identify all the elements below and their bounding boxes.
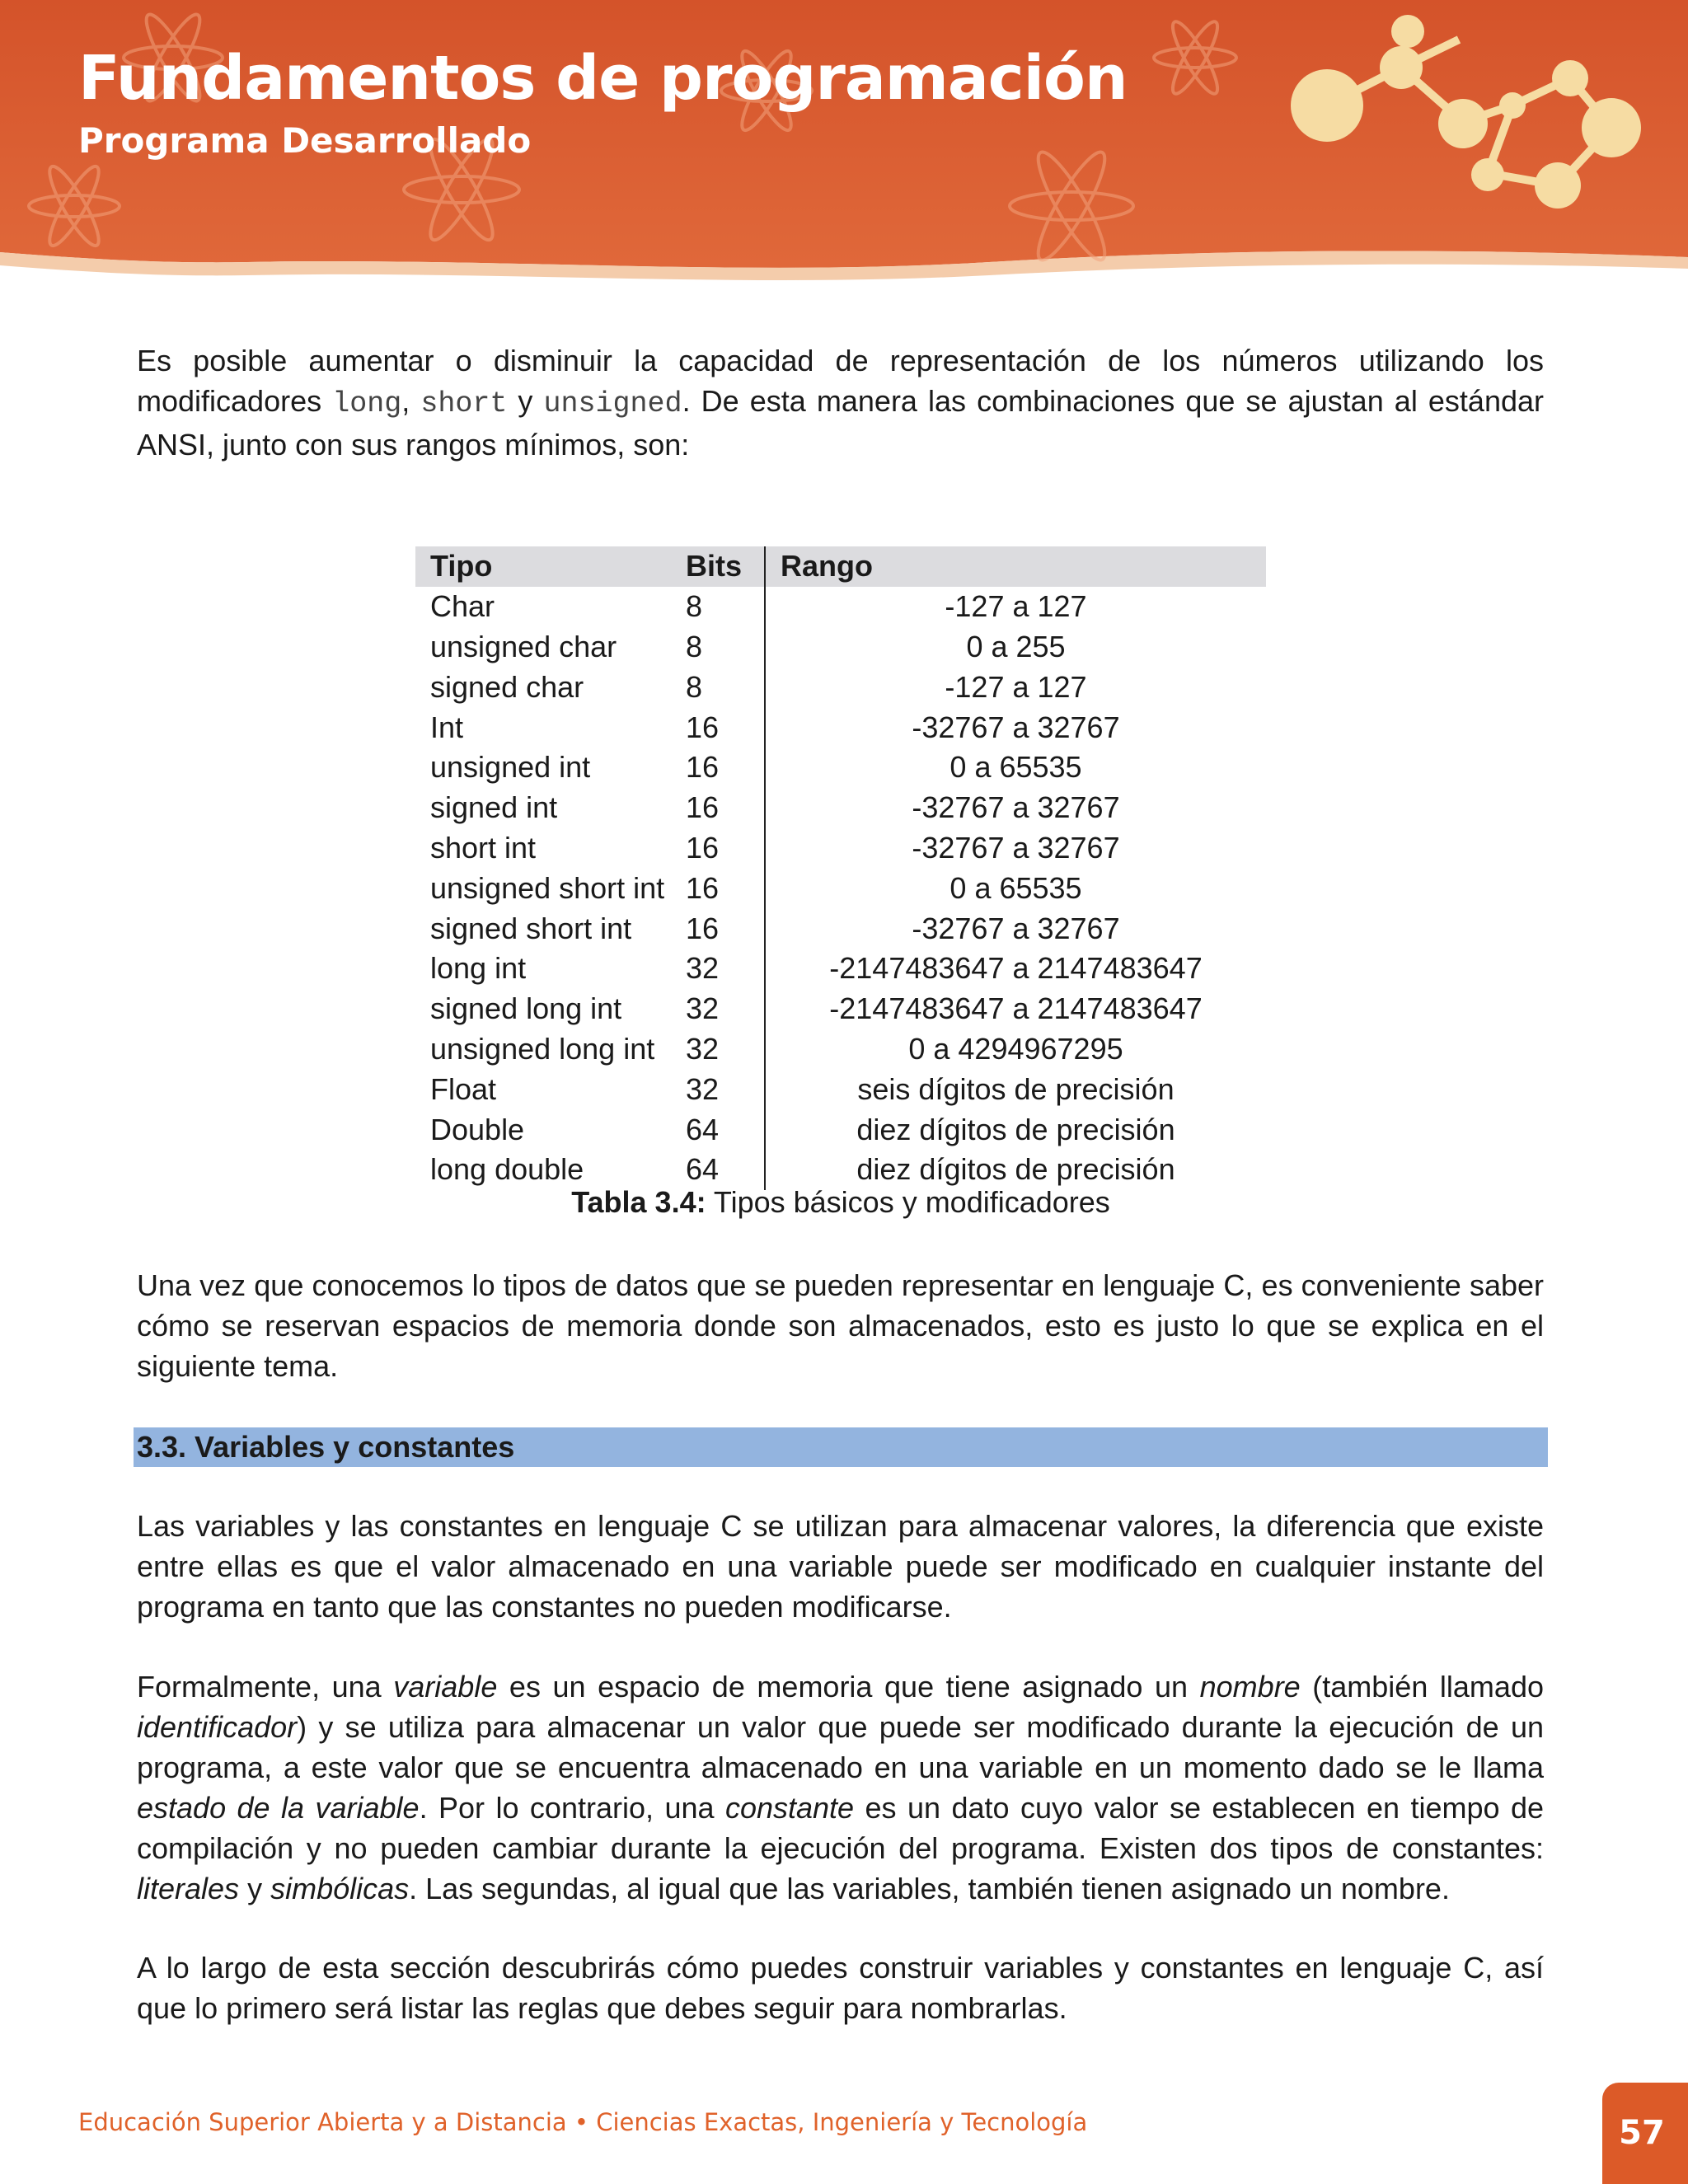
term-variable: variable	[393, 1670, 498, 1704]
paragraph-after-table: Una vez que conocemos lo tipos de datos que se pueden representar en lenguaje C, es conveniente saber cómo se reservan espacios de memoria donde son almacenados, esto es justo lo que se explica en el siguiente tema.	[137, 1268, 1544, 1383]
intro-sep-2: y	[507, 384, 544, 418]
header-rango: Rango	[781, 549, 873, 583]
cell-tipo: unsigned int	[430, 750, 591, 785]
cell-tipo: Int	[430, 710, 464, 744]
formal-text-3: (también llamado	[1300, 1670, 1544, 1704]
cell-bits: 16	[686, 788, 765, 828]
table-row	[415, 587, 1266, 627]
types-table	[415, 546, 1266, 1190]
cell-tipo: signed int	[430, 790, 558, 825]
cell-tipo: long double	[430, 1152, 584, 1187]
section-heading: 3.3. Variables y constantes	[134, 1427, 1548, 1467]
cell-bits: 32	[686, 1069, 765, 1109]
cell-bits: 16	[686, 868, 765, 908]
cell-tipo: unsigned long int	[430, 1031, 655, 1066]
table-header-row	[415, 546, 1266, 587]
cell-rango: -32767 a 32767	[912, 710, 1120, 744]
table-row	[415, 949, 1266, 989]
cell-tipo: signed long int	[430, 991, 622, 1026]
table-row	[415, 868, 1266, 908]
keyword-long: long	[332, 387, 402, 420]
formal-text-1: Formalmente, una	[137, 1670, 394, 1704]
table-row	[415, 989, 1266, 1029]
table-row	[415, 627, 1266, 668]
cell-rango: -32767 a 32767	[912, 830, 1120, 865]
cell-bits: 16	[686, 748, 765, 788]
header-subtitle: Programa Desarrollado	[78, 120, 532, 161]
cell-bits: 16	[686, 828, 765, 869]
cell-rango: -2147483647 a 2147483647	[829, 951, 1203, 986]
term-simbolicas: simbólicas	[270, 1872, 410, 1905]
table-row	[415, 788, 1266, 828]
table-row	[415, 667, 1266, 707]
cell-bits: 32	[686, 989, 765, 1029]
formal-text-2: es un espacio de memoria que tiene asignado un	[497, 1670, 1200, 1704]
header-bits: Bits	[686, 546, 765, 587]
paragraph-last: A lo largo de esta sección descubrirás cómo puedes construir variables y constantes en lenguaje C, así que lo primero será listar las reglas que debes seguir para nombrarlas.	[137, 1951, 1544, 2025]
cell-tipo: signed char	[430, 669, 584, 704]
intro-text-2: . De esta manera las combinaciones que se ajustan al estándar ANSI, junto con sus rangos mínimos, son:	[137, 384, 1545, 462]
table-row	[415, 1150, 1266, 1190]
paragraph-formal-definition	[137, 1666, 1544, 1909]
cell-bits: 16	[686, 707, 765, 748]
table-row	[415, 1109, 1266, 1150]
formal-text-5: . Por lo contrario, una	[419, 1791, 725, 1825]
cell-tipo: Double	[430, 1112, 525, 1146]
cell-rango: seis dígitos de precisión	[857, 1071, 1175, 1106]
caption-text: Tipos básicos y modificadores	[706, 1185, 1110, 1219]
cell-bits: 8	[686, 627, 765, 668]
table-row	[415, 707, 1266, 748]
cell-tipo: Char	[430, 589, 495, 624]
cell-rango: 0 a 255	[966, 629, 1066, 663]
header-banner	[0, 0, 1688, 297]
cell-rango: diez dígitos de precisión	[856, 1152, 1175, 1187]
cell-bits: 16	[686, 908, 765, 949]
keyword-unsigned: unsigned	[543, 387, 682, 420]
cell-bits: 64	[686, 1150, 765, 1190]
table-row	[415, 908, 1266, 949]
term-literales: literales	[137, 1872, 240, 1905]
term-identificador: identificador	[137, 1710, 298, 1744]
formal-text-8: . Las segundas, al igual que las variables, también tienen asignado un nombre.	[409, 1872, 1450, 1905]
cell-tipo: unsigned short int	[430, 870, 665, 905]
cell-rango: -32767 a 32767	[912, 790, 1120, 825]
intro-paragraph	[137, 340, 1544, 465]
header-title: Fundamentos de programación	[78, 43, 1128, 114]
formal-text-4: ) y se utiliza para almacenar un valor que puede ser modificado durante la ejecución de un programa, a este valor que se encuentra almacenado en una variable en un momento dado se le llama	[137, 1710, 1544, 1784]
formal-text-7: y	[239, 1872, 271, 1905]
page-number: 57	[1619, 2114, 1665, 2152]
cell-tipo: short int	[430, 830, 537, 865]
cell-rango: -127 a 127	[945, 589, 1087, 624]
cell-bits: 8	[686, 667, 765, 707]
term-constante: constante	[724, 1791, 855, 1825]
cell-tipo: long int	[430, 951, 527, 986]
caption-label: Tabla 3.4:	[571, 1185, 706, 1219]
paragraph-variables: Las variables y las constantes en lenguaje C se utilizan para almacenar valores, la diferencia que existe entre ellas es que el valor almacenado en una variable puede ser modificado en cualquier instante del programa en tanto que las constantes no pueden modificarse.	[137, 1509, 1544, 1624]
header-tipo: Tipo	[430, 549, 493, 583]
cell-rango: diez dígitos de precisión	[856, 1112, 1175, 1146]
table-row	[415, 1069, 1266, 1109]
keyword-short: short	[420, 387, 508, 420]
intro-sep-1: ,	[401, 384, 421, 418]
footer-text: Educación Superior Abierta y a Distancia • Ciencias Exactas, Ingeniería y Tecnología	[78, 2108, 1088, 2136]
cell-rango: -127 a 127	[945, 669, 1087, 704]
cell-tipo: unsigned char	[430, 629, 617, 663]
cell-bits: 32	[686, 1029, 765, 1070]
table-caption	[415, 1185, 1266, 1220]
table-row	[415, 1029, 1266, 1070]
cell-tipo: signed short int	[430, 911, 632, 945]
formal-text-6: es un dato cuyo valor se establecen en tiempo de compilación y no pueden cambiar durante la ejecución del programa. Existen dos tipos de constantes:	[137, 1791, 1544, 1865]
cell-rango: 0 a 65535	[950, 750, 1082, 785]
cell-bits: 8	[686, 587, 765, 627]
term-nombre: nombre	[1199, 1670, 1301, 1704]
cell-rango: -2147483647 a 2147483647	[829, 991, 1203, 1026]
cell-rango: 0 a 4294967295	[908, 1031, 1123, 1066]
cell-rango: -32767 a 32767	[912, 911, 1120, 945]
intro-text-1: Es posible aumentar o disminuir la capacidad de representación de los números utilizando los modificadores	[137, 344, 1544, 418]
table-row	[415, 828, 1266, 869]
cell-bits: 64	[686, 1109, 765, 1150]
cell-rango: 0 a 65535	[950, 870, 1082, 905]
table-row	[415, 748, 1266, 788]
term-estado-variable: estado de la variable	[137, 1791, 420, 1825]
cell-tipo: Float	[430, 1071, 497, 1106]
cell-bits: 32	[686, 949, 765, 989]
